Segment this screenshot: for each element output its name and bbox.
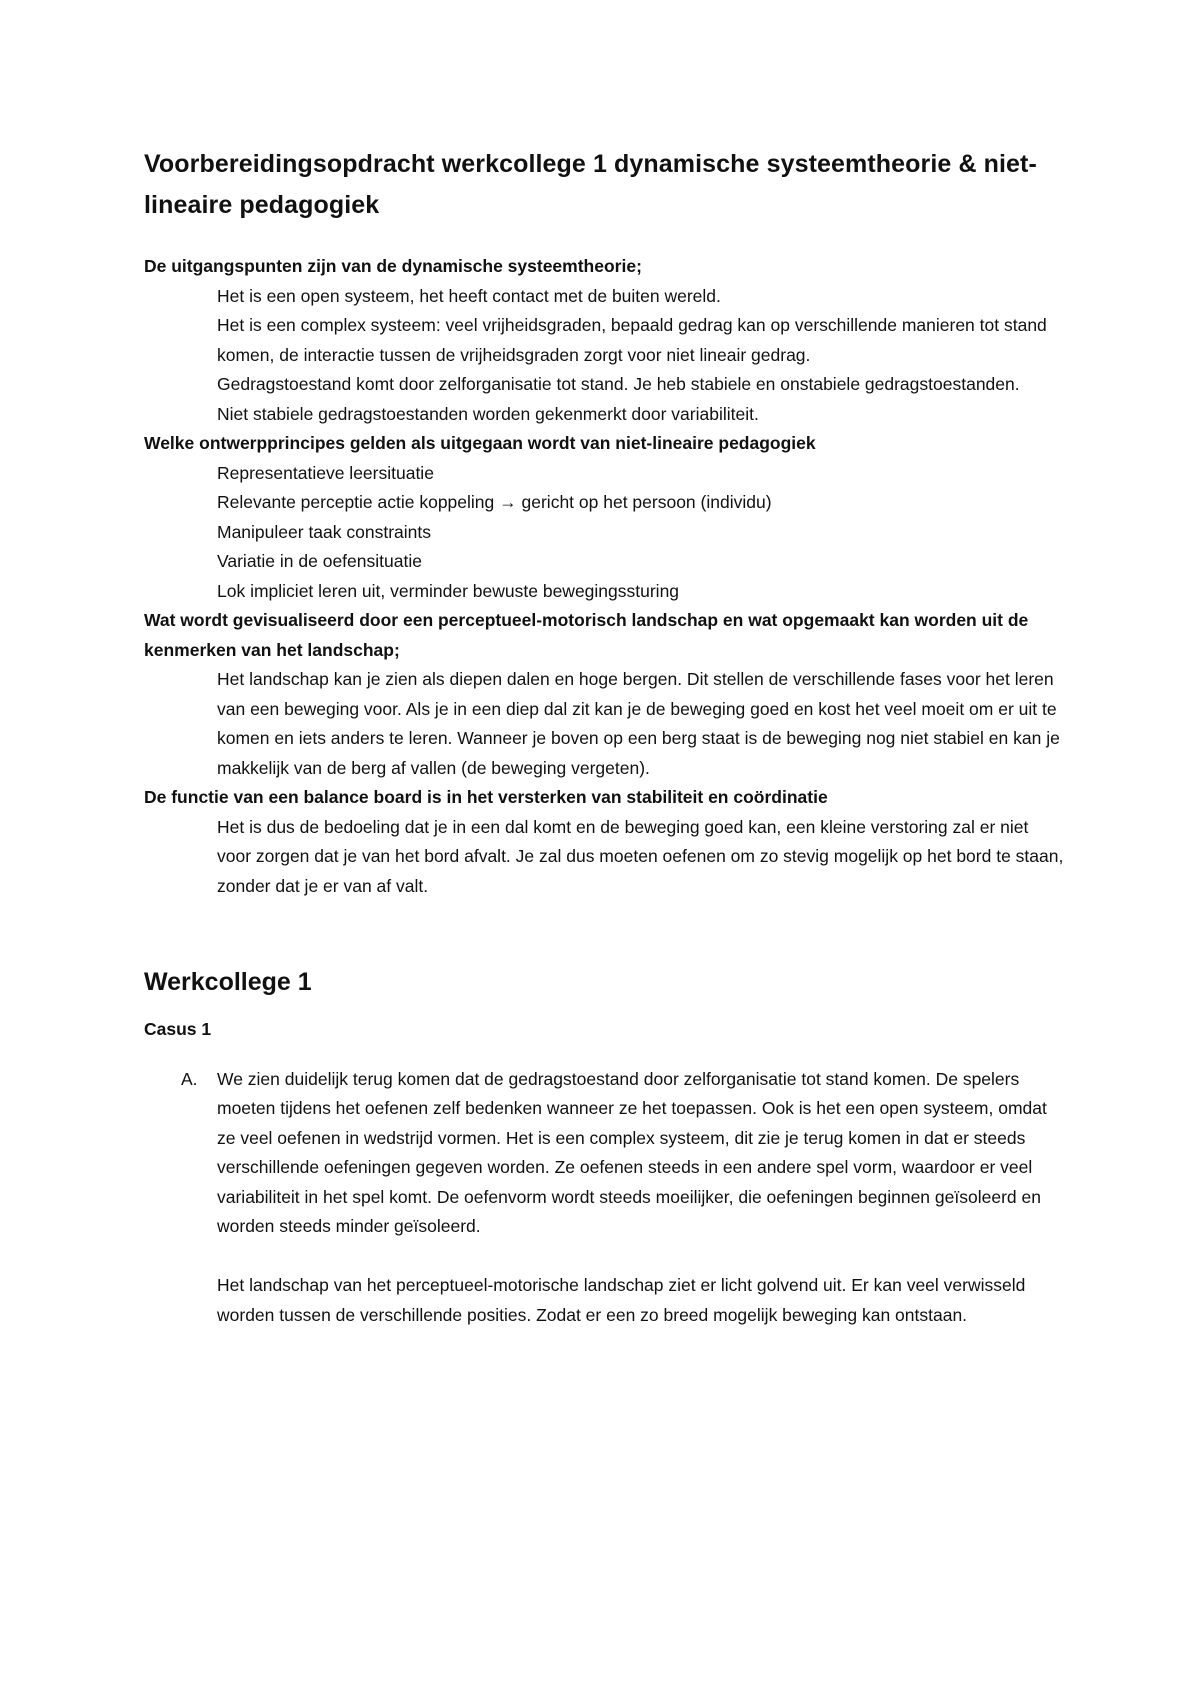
casus-title: Casus 1 (144, 1019, 212, 1039)
list-item (181, 1065, 1064, 1331)
answer-block (217, 813, 1064, 902)
question-block (144, 252, 1064, 429)
answer-line: Het is een complex systeem: veel vrijheidsgraden, bepaald gedrag kan op verschillende manieren tot stand komen, de interactie tussen de vrijheidsgraden zorgt voor niet lineair gedrag. (217, 315, 1047, 365)
question-heading: Wat wordt gevisualiseerd door een perceptueel-motorisch landschap en wat opgemaakt kan worden uit de kenmerken van het landschap; (144, 610, 1029, 660)
answer-line: Manipuleer taak constraints (217, 521, 431, 542)
document-body (144, 144, 1064, 1330)
question-heading: De uitgangspunten zijn van de dynamische systeemtheorie; (144, 256, 642, 276)
answer-line: Het is dus de bedoeling dat je in een dal komt en de beweging goed kan, een kleine verstoring zal er niet voor zorgen dat je van het bord afvalt. Je zal dus moeten oefenen om zo stevig mogelijk op het bord te staan, zonder dat je er van af valt. (217, 816, 1064, 896)
question-block (144, 429, 1064, 606)
answer-block (217, 665, 1064, 783)
answer-line: Het is een open systeem, het heeft contact met de buiten wereld. (217, 285, 721, 306)
answer-line: Lok impliciet leren uit, verminder bewuste bewegingssturing (217, 580, 680, 601)
question-heading: De functie van een balance board is in het versterken van stabiliteit en coördinatie (144, 787, 828, 807)
answer-line: Variatie in de oefensituatie (217, 551, 422, 571)
question-block (144, 783, 1064, 901)
question-heading: Welke ontwerpprincipes gelden als uitgegaan wordt van niet-lineaire pedagogiek (144, 433, 816, 453)
arrow-line-before: Relevante perceptie actie koppeling (217, 492, 495, 512)
list-paragraph: We zien duidelijk terug komen dat de gedragstoestand door zelforganisatie tot stand komen. De spelers moeten tijdens het oefenen zelf bedenken wanneer ze het toepassen. Ook is het een open systeem, omdat ze veel oefenen in wedstrijd vormen. Het is een complex systeem, dit zie je terug komen in dat er steeds verschillende oefeningen gegeven worden. Ze oefenen steeds in een andere spel vorm, waardoor er veel variabiliteit in het spel komt. De oefenvorm wordt steeds moeilijker, die oefeningen beginnen geïsoleerd en worden steeds minder geïsoleerd. (217, 1068, 1047, 1236)
answer-line: Representatieve leersituatie (217, 462, 434, 483)
answer-block (217, 282, 1064, 430)
answer-line: Niet stabiele gedragstoestanden worden gekenmerkt door variabiliteit. (217, 403, 759, 424)
document-title: Voorbereidingsopdracht werkcollege 1 dynamische systeemtheorie & niet-lineaire pedagogiek (144, 150, 1037, 219)
answer-line: Gedragstoestand komt door zelforganisatie tot stand. Je heb stabiele en onstabiele gedragstoestanden. (217, 374, 1020, 394)
section-title: Werkcollege 1 (144, 968, 312, 996)
right-arrow-icon: → (499, 492, 517, 512)
answer-block (217, 459, 1064, 607)
question-block (144, 606, 1064, 783)
arrow-line-after: gericht op het persoon (individu) (521, 492, 772, 512)
list-paragraph: Het landschap van het perceptueel-motorische landschap ziet er licht golvend uit. Er kan veel verwisseld worden tussen de verschillende posities. Zodat er een zo breed mogelijk beweging kan ontstaan. (217, 1275, 1026, 1325)
answer-line-with-arrow (217, 488, 1064, 518)
answer-line: Het landschap kan je zien als diepen dalen en hoge bergen. Dit stellen de verschillende fases voor het leren van een beweging voor. Als je in een diep dal zit kan je de beweging goed en kost het veel moeit om er uit te komen en iets anders te leren. Wanneer je boven op een berg staat is de beweging nog niet stabiel en kan je makkelijk van de berg af vallen (de beweging vergeten). (217, 669, 1060, 778)
list-marker: A. (181, 1068, 198, 1089)
